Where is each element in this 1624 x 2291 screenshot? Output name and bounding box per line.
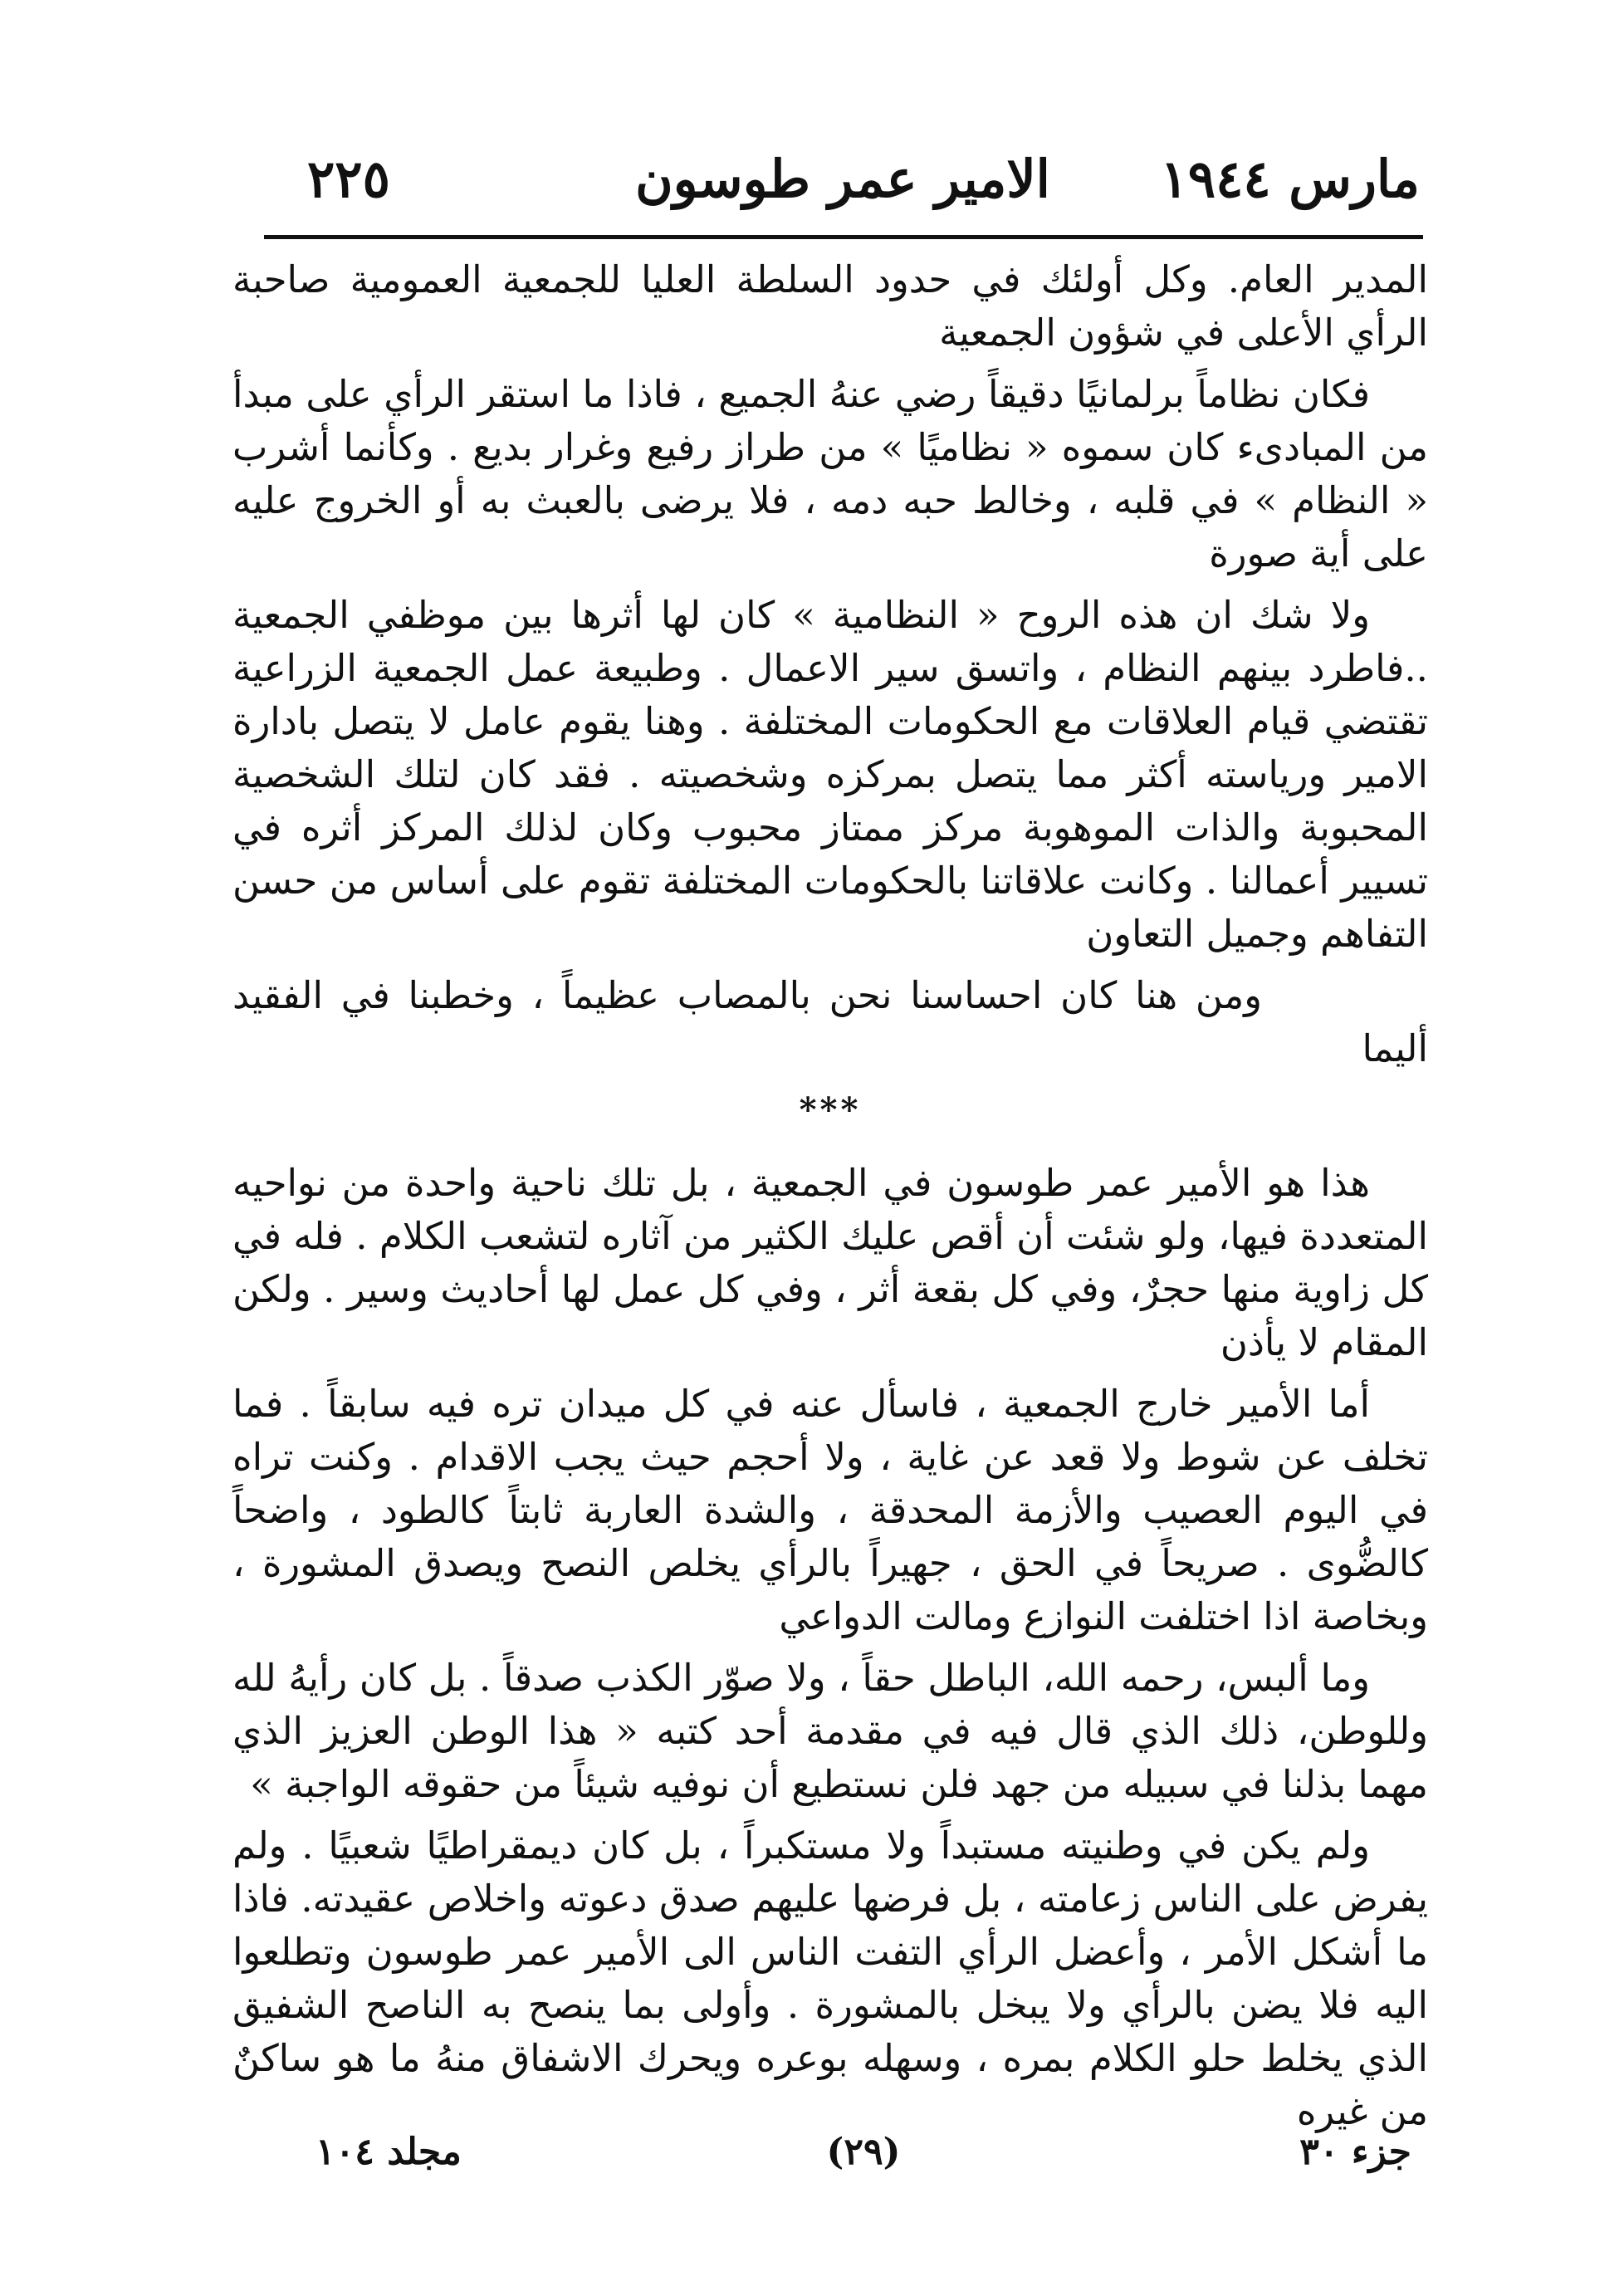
paragraph: ولا شك ان هذه الروح « النظامية » كان لها أثرها بين موظفي الجمعية ..فاطرد بينهم النظام ، واتسق سير الاعمال . وطبيعة عمل الجمعية الزراعية تقتضي قيام العلاقات مع الحكومات المختلفة . وهنا يقوم عامل لا يتصل بادارة الامير ورياسته أكثر مما يتصل بمركزه وشخصيته . فقد كان لتلك الشخصية المحبوبة والذات الموهوبة مركز ممتاز محبوب وكان لذلك المركز أثره في تسيير أعمالنا . وكانت علاقاتنا بالحكومات المختلفة تقوم على أساس من حسن التفاهم وجميل التعاون [232,593,1428,956]
footer-volume: مجلد ١٠٤ [316,2131,462,2173]
footer-part: جزء ٣٠ [1299,2131,1411,2173]
footer-page-marker: (٢٩) [826,2131,901,2173]
header-title: الامير عمر طوسون [635,149,1050,209]
paragraph: وما ألبس، رحمه الله، الباطل حقاً ، ولا صوّر الكذب صدقاً . بل كان رأيهُ لله وللوطن، ذلك الذي قال فيه في مقدمة أحد كتبه « هذا الوطن العزيز الذي مهما بذلنا في سبيله من جهد فلن نستطيع أن نوفيه شيئاً من حقوقه الواجبة » [232,1656,1428,1806]
page-header [266,137,1420,228]
section-separator: *** [799,1090,862,1129]
paragraph: المدير العام. وكل أولئك في حدود السلطة العليا للجمعية العمومية صاحبة الرأي الأعلى في شؤون الجمعية [232,257,1428,355]
paragraph: ومن هنا كان احساسنا نحن بالمصاب عظيماً ، وخطبنا في الفقيد أليما [232,973,1428,1070]
header-rule [264,235,1423,239]
paragraph: ولم يكن في وطنيته مستبداً ولا مستكبراً ، بل كان ديمقراطيًا شعبيًا . ولم يفرض على الناس زعامته ، بل فرضها عليهم صدق دعوته واخلاص عقيدته. فاذا ما أشكل الأمر ، وأعضل الرأي التفت الناس الى الأمير عمر طوسون وتطلعوا اليه فلا يضن بالرأي ولا يبخل بالمشورة . وأولى بما ينصح به الناصح الشفيق الذي يخلط حلو الكلام بمره ، وسهله بوعره ويحرك الاشفاق منهُ ما هو ساكنٌ من غيره [232,1823,1428,2133]
header-date: مارس ١٩٤٤ [1160,149,1420,209]
header-page-number: ٢٢٥ [307,149,390,209]
paragraph: هذا هو الأمير عمر طوسون في الجمعية ، بل تلك ناحية واحدة من نواحيه المتعددة فيها، ولو شئت أن أقص عليك الكثير من آثاره لتشعب الكلام . فله في كل زاوية منها حجرٌ، وفي كل بقعة أثر ، وفي كل عمل لها أحاديث وسير . ولكن المقام لا يأذن [232,1161,1428,1364]
page-footer [316,2131,1411,2200]
paragraph: فكان نظاماً برلمانيًا دقيقاً رضي عنهُ الجميع ، فاذا ما استقر الرأي على مبدأ من المبادىء كان سموه « نظاميًا » من طراز رفيع وغرار بديع . وكأنما أشرب « النظام » في قلبه ، وخالط حبه دمه ، فلا يرضى بالعبث به أو الخروج عليه على أية صورة [232,372,1428,575]
article-body [232,253,1428,2147]
paragraph: أما الأمير خارج الجمعية ، فاسأل عنه في كل ميدان تره فيه سابقاً . فما تخلف عن شوط ولا قعد عن غاية ، ولا أحجم حيث يجب الاقدام . وكنت تراه في اليوم العصيب والأزمة المحدقة ، والشدة العاربة ثابتاً كالطود ، واضحاً كالضُّوى . صريحاً في الحق ، جهيراً بالرأي يخلص النصح ويصدق المشورة ، وبخاصة اذا اختلفت النوازع ومالت الدواعي [232,1382,1428,1638]
